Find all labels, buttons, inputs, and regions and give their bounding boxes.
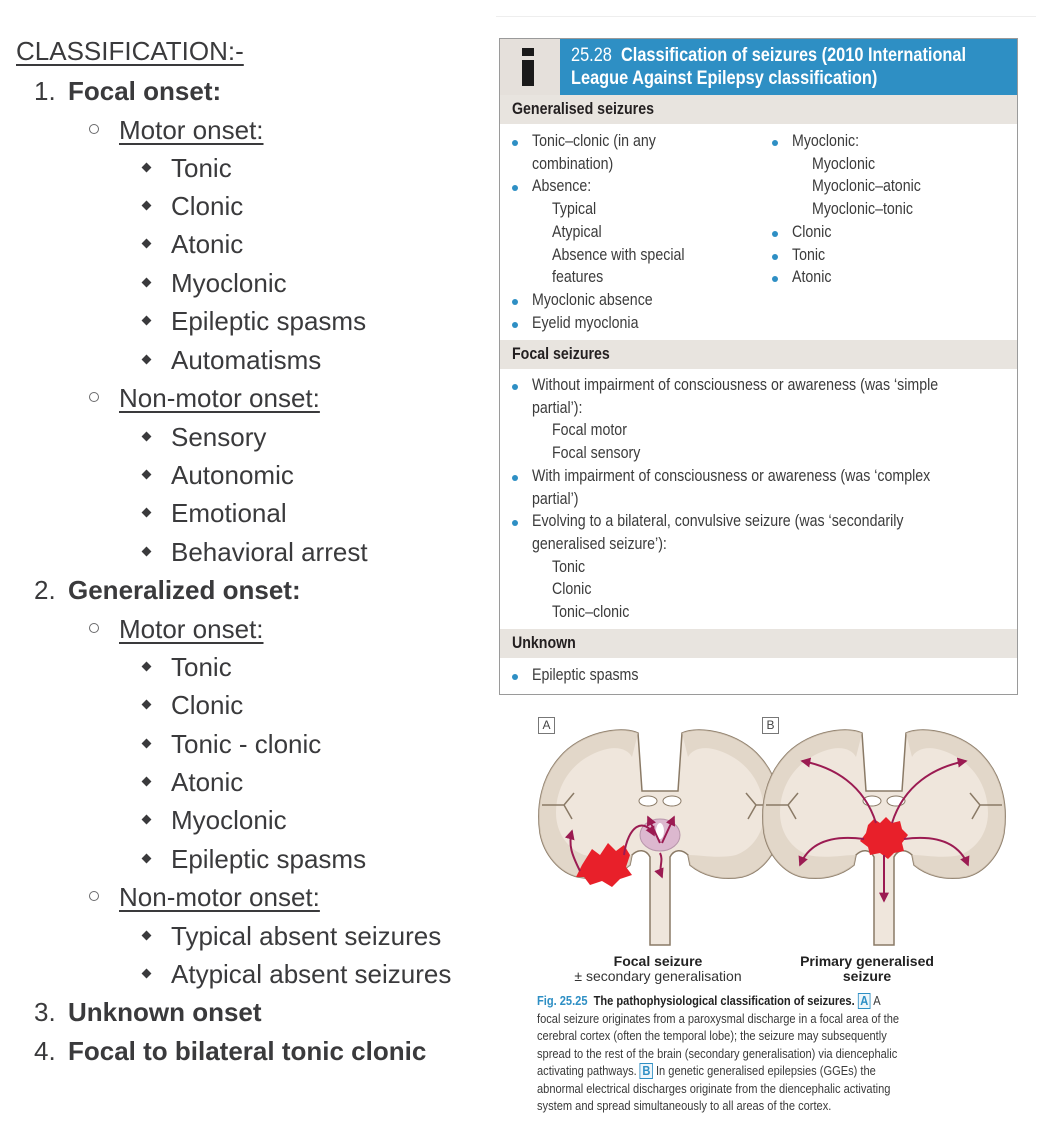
item-text: Myoclonic [171,805,287,835]
diamond-bullet-icon [142,432,152,442]
section-header-focal [500,340,1017,369]
item-text: Autonomic [171,460,294,490]
table-line: features [552,268,604,287]
caption-label-b: B [640,1063,653,1079]
figure-title: The pathophysiological classification of seizures. [593,993,855,1008]
diamond-bullet-icon [142,278,152,288]
item-text: Typical absent seizures [171,921,442,951]
item-text: Tonic [171,652,232,682]
diamond-bullet-icon [142,969,152,979]
item-text: Clonic [171,690,244,720]
table-line: Evolving to a bilateral, convulsive seizure (was ‘secondarily [532,512,904,531]
item-text: Emotional [171,498,287,528]
table-line: Myoclonic–atonic [812,177,921,196]
section-heading: Unknown [512,634,576,652]
panel-a-subtitle: ± secondary generalisation [574,968,742,984]
hollow-circle-bullet-icon [89,623,99,633]
table-line: Typical [552,200,597,219]
diamond-bullet-icon [142,316,152,326]
caption-text: A [873,993,881,1008]
caption-text: focal seizure originates from a paroxysmal discharge in a focal area of the [537,1010,900,1026]
item-text: Tonic - clonic [171,729,322,759]
hollow-circle-bullet-icon [89,392,99,402]
bullet-dot-icon [512,674,518,680]
table-line: Eyelid myoclonia [532,313,639,332]
bullet-dot-icon [512,475,518,481]
item-text: Atypical absent seizures [171,959,452,989]
table-title [571,44,1018,90]
table-line: combination) [532,154,614,173]
item-text: Epileptic spasms [171,844,367,874]
table-line: Myoclonic: [792,132,860,150]
outline-title: CLASSIFICATION:- [16,36,244,66]
diamond-bullet-icon [142,700,152,710]
bullet-dot-icon [772,276,778,282]
seizure-classification-table [499,38,1018,695]
section-heading: Generalised seizures [512,100,654,118]
table-title-line1: Classification of seizures (2010 International [620,45,967,66]
panel-a-title: Focal seizure [613,953,703,969]
table-line: Without impairment of consciousness or awareness (was ‘simple [532,376,939,394]
section-header-generalised [500,95,1017,124]
diamond-bullet-icon [142,777,152,787]
panel-b-subtitle: seizure [842,968,892,984]
diamond-bullet-icon [142,739,152,749]
caption-text: abnormal electrical discharges originate from the diencephalic activating [537,1080,891,1096]
table-line: partial’) [532,489,579,508]
table-line: Atypical [552,222,602,241]
item-text: Automatisms [171,345,322,375]
bullet-dot-icon [512,520,518,526]
diamond-bullet-icon [142,201,152,211]
section-number: 1. [34,76,56,106]
item-text: Myoclonic [171,268,287,298]
diamond-bullet-icon [142,854,152,864]
bullet-dot-icon [512,185,518,191]
table-line: With impairment of consciousness or awareness (was ‘complex [532,466,931,485]
brain-a-coronal-section [539,730,781,945]
bullet-dot-icon [772,231,778,237]
bullet-dot-icon [512,322,518,328]
caption-text: In genetic generalised epilepsies (GGEs) the [655,1063,876,1078]
section-number: 2. [34,575,56,605]
group-label: Motor onset: [119,115,264,145]
table-title-bar [560,39,1017,95]
diamond-bullet-icon [142,508,152,518]
bullet-dot-icon [512,140,518,146]
bullet-dot-icon [772,254,778,260]
table-line: Myoclonic [812,154,876,173]
brain-b-coronal-section [763,730,1005,945]
diamond-bullet-icon [142,815,152,825]
top-divider [496,16,1036,17]
brain-figure [520,705,1020,1005]
item-text: Behavioral arrest [171,537,368,567]
group-label: Non-motor onset: [119,383,320,413]
diamond-bullet-icon [142,163,152,173]
table-line: Clonic [792,222,832,241]
hollow-circle-bullet-icon [89,891,99,901]
table-title-line2: League Against Epilepsy classification) [571,68,878,89]
item-text: Sensory [171,422,267,452]
section-number: 3. [34,997,56,1027]
panel-b-title: Primary generalised [800,953,934,969]
caption-text: spread to the rest of the brain (secondary generalisation) via diencephalic [537,1045,898,1061]
table-line: Absence: [532,177,592,196]
table-line: Epileptic spasms [532,666,639,684]
diamond-bullet-icon [142,662,152,672]
panel-label-a: A [538,717,555,734]
item-text: Atonic [171,229,244,259]
group-label: Non-motor onset: [119,882,320,912]
table-line: Atonic [792,268,832,287]
section-label: Unknown onset [68,997,262,1027]
table-line: generalised seizure’): [532,534,667,553]
section-heading: Focal seizures [512,345,610,363]
bullet-dot-icon [512,384,518,390]
table-line: Tonic–clonic [552,603,630,621]
table-line: partial’): [532,398,583,417]
diamond-bullet-icon [142,355,152,365]
table-line: Absence with special [552,245,685,264]
caption-text: system and spread simultaneously to all areas of the cortex. [537,1098,832,1113]
diamond-bullet-icon [142,931,152,941]
group-label: Motor onset: [119,614,264,644]
table-line: Tonic–clonic (in any [532,132,656,150]
item-text: Epileptic spasms [171,306,367,336]
figure-caption [537,992,974,1115]
item-text: Atonic [171,767,244,797]
section-label: Focal onset: [68,76,222,106]
section-header-unknown [500,629,1017,658]
info-icon [500,39,560,95]
table-number: 25.28 [571,45,612,66]
diamond-bullet-icon [142,470,152,480]
section-label: Generalized onset: [68,575,301,605]
caption-text: activating pathways. [537,1063,637,1078]
table-line: Tonic [552,557,586,576]
table-line: Tonic [792,245,826,264]
section-number: 4. [34,1036,56,1066]
section-label: Focal to bilateral tonic clonic [68,1036,427,1066]
bullet-dot-icon [772,140,778,146]
table-line: Myoclonic absence [532,290,653,309]
bullet-dot-icon [512,299,518,305]
hollow-circle-bullet-icon [89,124,99,134]
table-header [500,39,1017,95]
item-text: Clonic [171,191,244,221]
table-line: Myoclonic–tonic [812,200,913,219]
brain-diagrams [520,705,1020,955]
table-line: Focal sensory [552,444,641,463]
table-line: Focal motor [552,421,627,440]
panel-label-b: B [762,717,779,734]
caption-label-a: A [858,993,871,1009]
figure-number: Fig. 25.25 [537,993,588,1008]
caption-text: cerebral cortex (often the temporal lobe); the seizure may subsequently [537,1028,887,1043]
diamond-bullet-icon [142,239,152,249]
item-text: Tonic [171,153,232,183]
diamond-bullet-icon [142,547,152,557]
table-line: Clonic [552,580,592,599]
